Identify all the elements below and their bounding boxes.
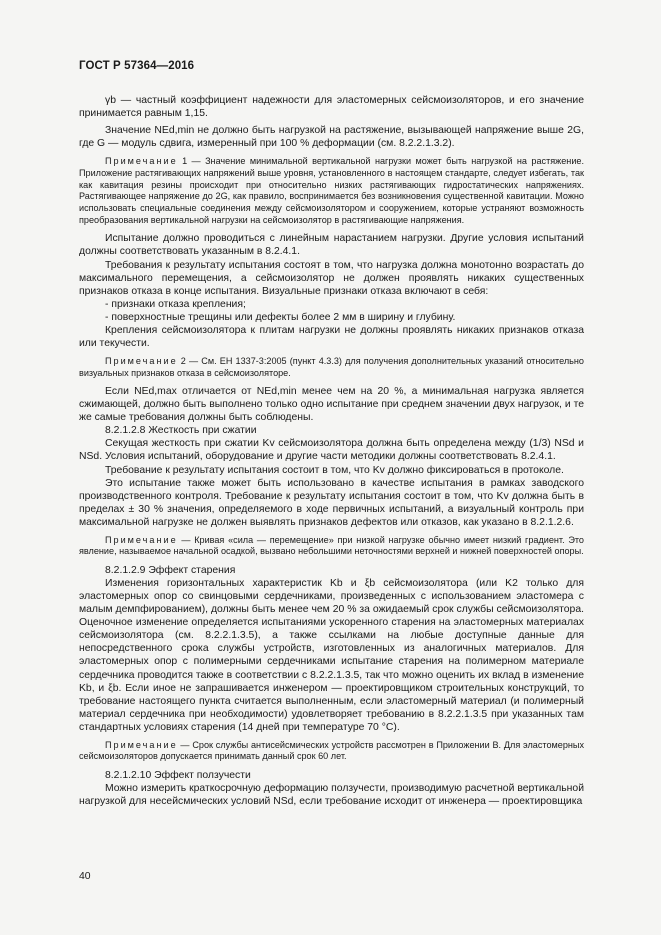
note-4 (79, 740, 584, 763)
note-label: Примечание (105, 355, 178, 366)
note-3 (79, 535, 584, 558)
paragraph-ned-min: Значение NEd,min не должно быть нагрузкой на растяжение, вызывающей напряжение выше 2G, где G — модуль сдвига, измеренный при 100 % деформации (см. 8.2.2.1.3.2). (79, 125, 584, 150)
paragraph-test-conditions: Испытание должно проводиться с линейным нарастанием нагрузки. Другие условия испытаний должны соответствовать указанным в 8.2.4.1. (79, 233, 584, 258)
list-item: - признаки отказа крепления; (105, 298, 246, 310)
paragraph-factory-control: Это испытание также может быть использовано в качестве испытания в рамках заводского производственного контроля. Требование к результату испытания состоит в том, что Kv должна быть в пределах ± 30 % значения, определяемого в ходе первичных испытаний, а визуальный контроль при максимальной нагрузке не должен выявлять признаков дефектов или отказов, как указано в 8.2.1.2.6. (79, 477, 584, 528)
page-header: ГОСТ Р 57364—2016 (79, 60, 195, 72)
note-label: Примечание (105, 739, 178, 750)
section-heading-8-2-1-2-10: 8.2.1.2.10 Эффект ползучести (105, 770, 251, 782)
note-2 (79, 356, 584, 379)
paragraph-ned-max: Если NEd,max отличается от NEd,min менее чем на 20 %, а минимальная нагрузка является сжимающей, должно быть выполнено только одно испытание при среднем значении двух нагрузок, и те же самые требования должны быть соблюдены. (79, 386, 584, 424)
paragraph-kv-requirement: Требование к результату испытания состоит в том, что Kv должно фиксироваться в протоколе. (105, 464, 564, 476)
paragraph-ageing: Изменения горизонтальных характеристик Kb и ξb сейсмоизолятора (или K2 только для эластомерных опор со свинцовыми сердечниками, произведенных с использованием эластомера с малым демпфированием), должны быть менее чем 20 % за ожидаемый срок службы сейсмоизолятора. Оценочное изменение определяется испытаниями ускоренного старения на эластомерных материалах сейсмоизолятора (см. 8.2.2.1.3.5), а также ссылками на любые доступные данные для непосредственного срока службы устройств, изготовленных из аналогичных материалов. Для эластомерных опор с полимерными сердечниками испытание старения на полимерном материале сердечника проводится также в соответствии с 8.2.2.1.3.5, так что можно оценить их вклад в изменение Kb, и ξb. Если иное не запрашивается инженером — проектировщиком строительных конструкций, то требование настоящего пункта считается выполненным, если эластомерный материал (и полимерный материал сердечника при необходимости) удовлетворяет требованию в 8.2.2.1.3.5 при указанных там стандартных условиях старения (14 дней при температуре 70 °C). (79, 578, 584, 733)
paragraph-fixings: Крепления сейсмоизолятора к плитам нагрузки не должны проявлять никаких признаков отказа или текучести. (79, 324, 584, 349)
paragraph-secant-stiffness: Секущая жесткость при сжатии Kv сейсмоизолятора должна быть определена между (1/3) NSd и NSd. Условия испытаний, оборудование и другие части методики должны соответствовать 8.2.4.1. (79, 438, 584, 463)
note-text: 1 — Значение минимальной вертикальной нагрузки может быть нагрузкой на растяжение. Приложение растягивающих напряжений выше уровня, установленного в настоящем стандарте, следует избегать, так как кавитация резины происходит при относительно низких растягивающих гидростатических напряжениях. Растягивающее напряжение до 2G, как правило, воспринимается без возникновения существенной кавитации. Можно использовать специальные соединения между сейсмоизолятором и сооружением, которые устраняют возможность преобразования вертикальной нагрузки на сейсмоизолятор в растягивающие напряжения. (79, 156, 584, 225)
section-heading-8-2-1-2-9: 8.2.1.2.9 Эффект старения (105, 565, 236, 577)
note-text: 2 — См. ЕН 1337-3:2005 (пункт 4.3.3) для получения дополнительных указаний относительно визуальных признаков отказа в сейсмоизоляторе. (79, 355, 584, 378)
paragraph-gamma: γb — частный коэффициент надежности для эластомерных сейсмоизоляторов, и его значение принимается равным 1,15. (79, 95, 584, 120)
page-body (79, 94, 584, 808)
note-label: Примечание (105, 156, 178, 167)
note-1 (79, 156, 584, 226)
note-text: — Кривая «сила — перемещение» при низкой нагрузке обычно имеет низкий градиент. Это явление, называемое начальной осадкой, вызвано небольшими неточностями верхней и нижней поверхностей опоры. (79, 534, 584, 557)
note-text: — Срок службы антисейсмических устройств рассмотрен в Приложении В. Для эластомерных сейсмоизоляторов допускается принимать данный срок 60 лет. (79, 739, 584, 762)
note-label: Примечание (105, 534, 178, 545)
paragraph-test-requirements: Требования к результату испытания состоят в том, что нагрузка должна монотонно возрастать до максимального перемещения, а сейсмоизолятор не должен проявлять никаких существенных признаков отказа в конце испытания. Визуальные признаки отказа включают в себя: (79, 259, 584, 297)
list-item: - поверхностные трещины или дефекты более 2 мм в ширину и глубину. (105, 311, 456, 323)
page-number: 40 (79, 871, 91, 882)
section-heading-8-2-1-2-8: 8.2.1.2.8 Жесткость при сжатии (105, 425, 257, 437)
paragraph-creep: Можно измерить краткосрочную деформацию ползучести, производимую расчетной вертикальной нагрузкой для несейсмических условий NSd, если требование исходит от инженера — проектировщика (79, 783, 584, 808)
